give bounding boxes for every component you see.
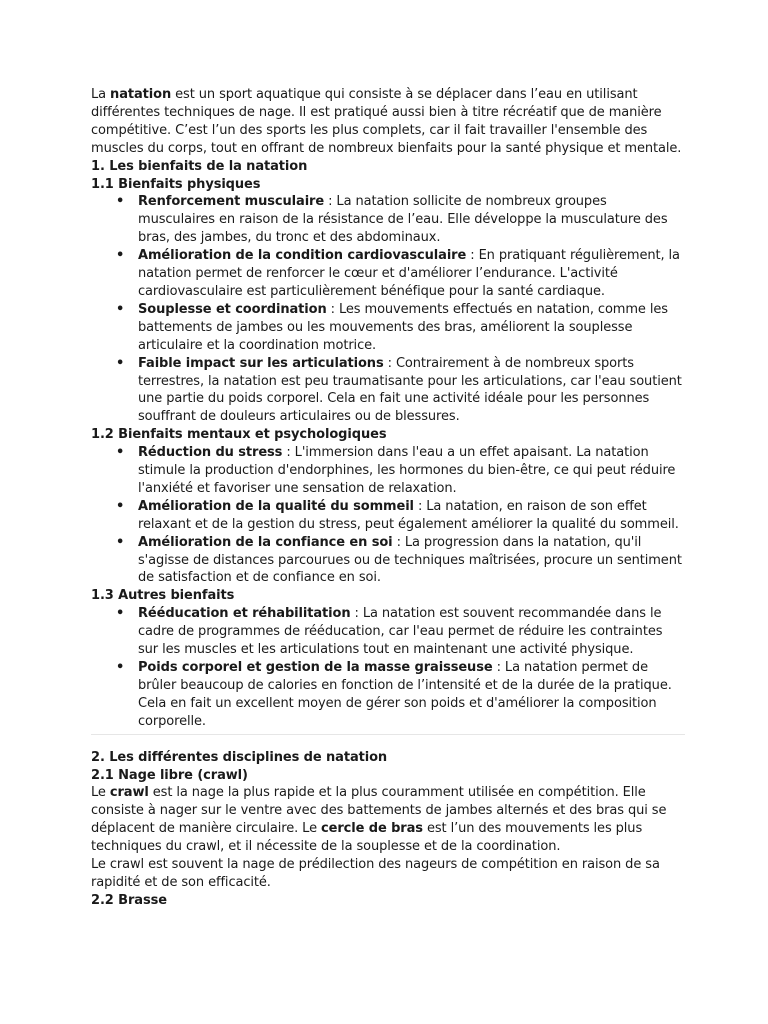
list-item: [91, 605, 685, 659]
list-item: [91, 444, 685, 498]
list-item-label: Réduction du stress: [138, 445, 283, 461]
crawl-text-start: Le: [91, 785, 110, 801]
list-item-label: Faible impact sur les articulations: [138, 355, 384, 371]
crawl-text-end: est l’un des mouvements les plus techniques du crawl, et il nécessite de la souplesse et de la coordination.: [91, 821, 643, 855]
document-page: [91, 86, 685, 910]
subsection-2-2-heading: 2.2 Brasse: [91, 892, 167, 908]
list-item-text: : Les mouvements effectués en natation, comme les battements de jambes ou les mouvements des bras, améliorent la souplesse articulaire et la coordination motrice.: [138, 301, 668, 353]
list-item-label: Poids corporel et gestion de la masse graisseuse: [138, 660, 493, 675]
list-item: [91, 534, 685, 588]
crawl-paragraph-2: Le crawl est souvent la nage de prédilection des nageurs de compétition en raison de sa rapidité et de son efficacité.: [91, 857, 660, 890]
list-item-text: : En pratiquant régulièrement, la natation permet de renforcer le cœur et d'améliorer l’endurance. L'activité cardiovasculaire est particulièrement bénéfique pour la santé cardiaque.: [138, 248, 680, 299]
section-divider: [91, 734, 685, 735]
list-item: [91, 659, 685, 731]
section-2-heading: 2. Les différentes disciplines de natation: [91, 749, 388, 765]
subsection-2-1-heading: 2.1 Nage libre (crawl): [91, 767, 248, 783]
subsection-1-3-heading: 1.3 Autres bienfaits: [91, 588, 235, 604]
list-item-label: Amélioration de la qualité du sommeil: [138, 498, 414, 514]
list-item-label: Renforcement musculaire: [138, 194, 325, 210]
list-item: [91, 301, 685, 355]
list-item-text: : La natation est souvent recommandée dans le cadre de programmes de rééducation, car l'eau permet de réduire les contraintes sur les muscles et les articulations tout en maintenant une activité physique.: [138, 606, 663, 658]
list-item-text: : La progression dans la natation, qu'il s'agisse de distances parcourues ou de techniques maîtrisées, procure un sentiment de satisfaction et de confiance en soi.: [138, 534, 682, 586]
crawl-keyword: crawl: [109, 785, 149, 801]
list-item-text: : La natation sollicite de nombreux groupes musculaires en raison de la résistance de l’eau. Elle développe la musculature des bras, des jambes, du tronc et des abdominaux.: [138, 194, 668, 246]
arm-circle-keyword: cercle de bras: [321, 821, 423, 837]
list-item-text: : Contrairement à de nombreux sports terrestres, la natation est peu traumatisante pour les articulations, car l'eau soutient une partie du poids corporel. Cela en fait une activité idéale pour les personnes souffrant de douleurs articulaires ou de blessures.: [138, 355, 682, 425]
list-item: [91, 355, 685, 427]
list-item-text: : L'immersion dans l'eau a un effet apaisant. La natation stimule la production d'endorphines, les hormones du bien-être, ce qui peut réduire l'anxiété et favoriser une sensation de relaxation.: [138, 445, 676, 496]
list-item-text: : La natation permet de brûler beaucoup de calories en fonction de l’intensité et de la durée de la pratique. Cela en fait un excellent moyen de gérer son poids et d'améliorer la composition corporelle.: [138, 660, 672, 729]
subsection-1-2-heading: 1.2 Bienfaits mentaux et psychologiques: [91, 427, 387, 443]
section-1-heading: 1. Les bienfaits de la natation: [91, 158, 308, 174]
intro-paragraph: [91, 86, 685, 158]
intro-text-rest: est un sport aquatique qui consiste à se déplacer dans l’eau en utilisant différentes techniques de nage. Il est pratiqué aussi bien à titre récréatif que de manière compétitive. C’est l’un des sports les plus complets, car il fait travailler l'ensemble des muscles du corps, tout en offrant de nombreux bienfaits pour la santé physique et mentale.: [91, 87, 682, 156]
list-item: [91, 498, 685, 534]
list-item-label: Amélioration de la condition cardiovasculaire: [138, 248, 467, 264]
crawl-paragraph: [91, 784, 685, 856]
intro-keyword: natation: [110, 87, 172, 102]
intro-text-start: La: [91, 87, 111, 102]
list-item: [91, 193, 685, 247]
crawl-text-middle: est la nage la plus rapide et la plus couramment utilisée en compétition. Elle consiste à nager sur le ventre avec des battements de jambes alternés et des bras qui se déplacent de manière circulaire. Le: [91, 785, 667, 837]
list-item-text: : La natation, en raison de son effet relaxant et de la gestion du stress, peut également améliorer la qualité du sommeil.: [138, 498, 679, 532]
list-item-label: Souplesse et coordination: [138, 301, 327, 317]
physical-benefits-list: [91, 193, 685, 426]
list-item-label: Amélioration de la confiance en soi: [138, 534, 393, 550]
mental-benefits-list: [91, 444, 685, 587]
other-benefits-list: [91, 605, 685, 730]
list-item-label: Rééducation et réhabilitation: [138, 606, 351, 622]
subsection-1-1-heading: 1.1 Bienfaits physiques: [91, 176, 261, 192]
list-item: [91, 247, 685, 301]
